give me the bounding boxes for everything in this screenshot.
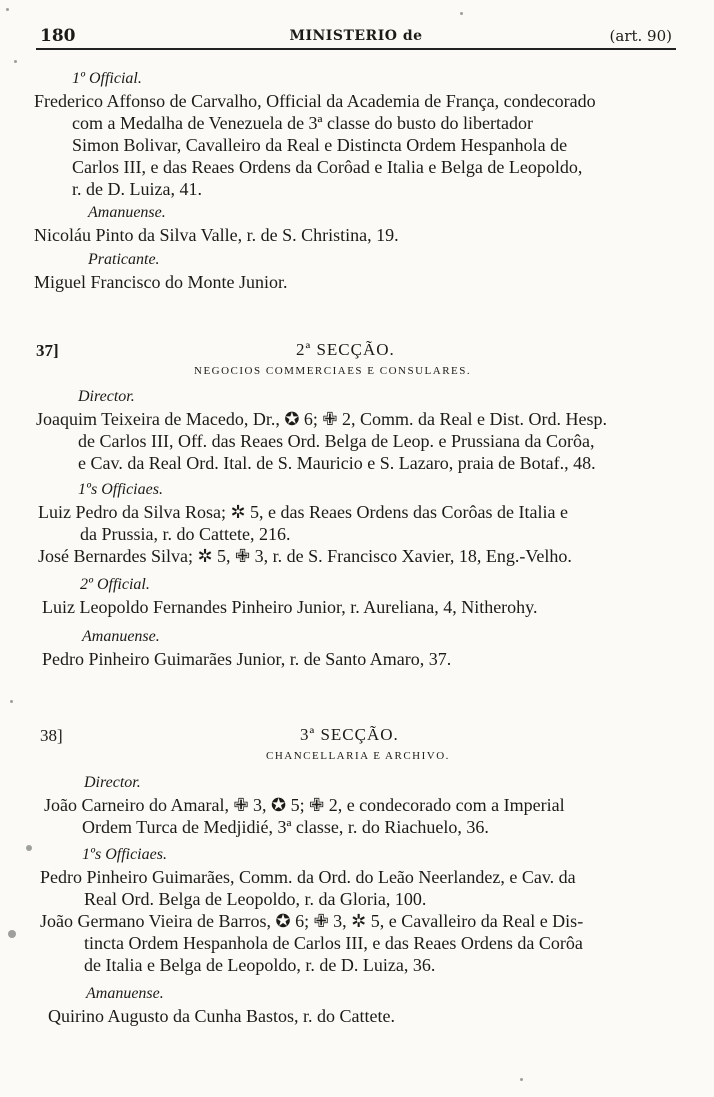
scan-speck [520, 1078, 523, 1081]
label-1os-officiaes: 1ºs Officiaes. [82, 846, 167, 863]
official-line: tincta Ordem Hespanhola de Carlos III, e das Reaes Ordens da Corôa [84, 933, 583, 953]
official-line: r. de D. Luiza, 41. [72, 179, 202, 199]
scan-speck [26, 845, 32, 851]
label-2-official: 2º Official. [80, 576, 150, 593]
amanuense-entry: Nicoláu Pinto da Silva Valle, r. de S. Christina, 19. [34, 225, 399, 245]
scan-speck [10, 700, 13, 703]
section-subtitle: NEGOCIOS COMMERCIAES E CONSULARES. [194, 365, 472, 377]
official2-entry: Luiz Leopoldo Fernandes Pinheiro Junior, r. Aureliana, 4, Nitherohy. [42, 597, 538, 617]
label-amanuense: Amanuense. [86, 985, 164, 1002]
label-amanuense: Amanuense. [82, 628, 160, 645]
official-line: Carlos III, e das Reaes Ordens da Corôad e Italia e Belga de Leopoldo, [72, 157, 583, 177]
label-1-official: 1º Official. [72, 70, 142, 87]
scan-speck [6, 8, 9, 11]
director-line: de Carlos III, Off. das Reaes Ord. Belga de Leop. e Prussiana da Corôa, [78, 431, 595, 451]
amanuense-entry: Pedro Pinheiro Guimarães Junior, r. de Santo Amaro, 37. [42, 649, 452, 669]
amanuense-entry: Quirino Augusto da Cunha Bastos, r. do Cattete. [48, 1006, 395, 1026]
label-director: Director. [84, 774, 141, 791]
label-amanuense: Amanuense. [88, 204, 166, 221]
section-title: 2ª SECÇÃO. [296, 340, 395, 359]
praticante-entry: Miguel Francisco do Monte Junior. [34, 272, 288, 292]
official-line: Frederico Affonso de Carvalho, Official da Academia de França, condecorado [34, 91, 596, 111]
article-ref: (art. 90) [609, 27, 672, 45]
section-number: 38] [40, 726, 63, 745]
label-director: Director. [78, 388, 135, 405]
director-line: Ordem Turca de Medjidié, 3ª classe, r. do Riachuelo, 36. [82, 817, 489, 837]
official-line: João Germano Vieira de Barros, ✪ 6; ✙ 3, ✲ 5, e Cavalleiro da Real e Dis- [40, 911, 584, 931]
director-line: João Carneiro do Amaral, ✙ 3, ✪ 5; ✙ 2, e condecorado com a Imperial [44, 795, 565, 815]
label-1os-officiaes: 1ºs Officiaes. [78, 481, 163, 498]
scan-speck [14, 60, 17, 63]
label-praticante: Praticante. [88, 251, 160, 268]
section-title: 3ª SECÇÃO. [300, 725, 399, 744]
scan-speck [8, 930, 16, 938]
running-title: MINISTERIO de [289, 28, 423, 44]
official-line: Pedro Pinheiro Guimarães, Comm. da Ord. do Leão Neerlandez, e Cav. da [40, 867, 576, 887]
official-line: Real Ord. Belga de Leopoldo, r. da Gloria, 100. [84, 889, 427, 909]
scan-speck [460, 12, 463, 15]
section-subtitle: CHANCELLARIA E ARCHIVO. [266, 750, 450, 762]
page-number: 180 [40, 26, 76, 46]
official-line: José Bernardes Silva; ✲ 5, ✙ 3, r. de S. Francisco Xavier, 18, Eng.-Velho. [38, 546, 572, 566]
official-line: da Prussia, r. do Cattete, 216. [80, 524, 291, 544]
director-line: e Cav. da Real Ord. Ital. de S. Mauricio e S. Lazaro, praia de Botaf., 48. [78, 453, 596, 473]
official-line: Luiz Pedro da Silva Rosa; ✲ 5, e das Reaes Ordens das Corôas de Italia e [38, 502, 568, 522]
official-line: de Italia e Belga de Leopoldo, r. de D. Luiza, 36. [84, 955, 436, 975]
official-line: Simon Bolivar, Cavalleiro da Real e Distincta Ordem Hespanhola de [72, 135, 568, 155]
section-number: 37] [36, 341, 59, 360]
page-header [36, 24, 676, 50]
director-line: Joaquim Teixeira de Macedo, Dr., ✪ 6; ✙ 2, Comm. da Real e Dist. Ord. Hesp. [36, 409, 607, 429]
official-line: com a Medalha de Venezuela de 3ª classe do busto do libertador [72, 113, 533, 133]
